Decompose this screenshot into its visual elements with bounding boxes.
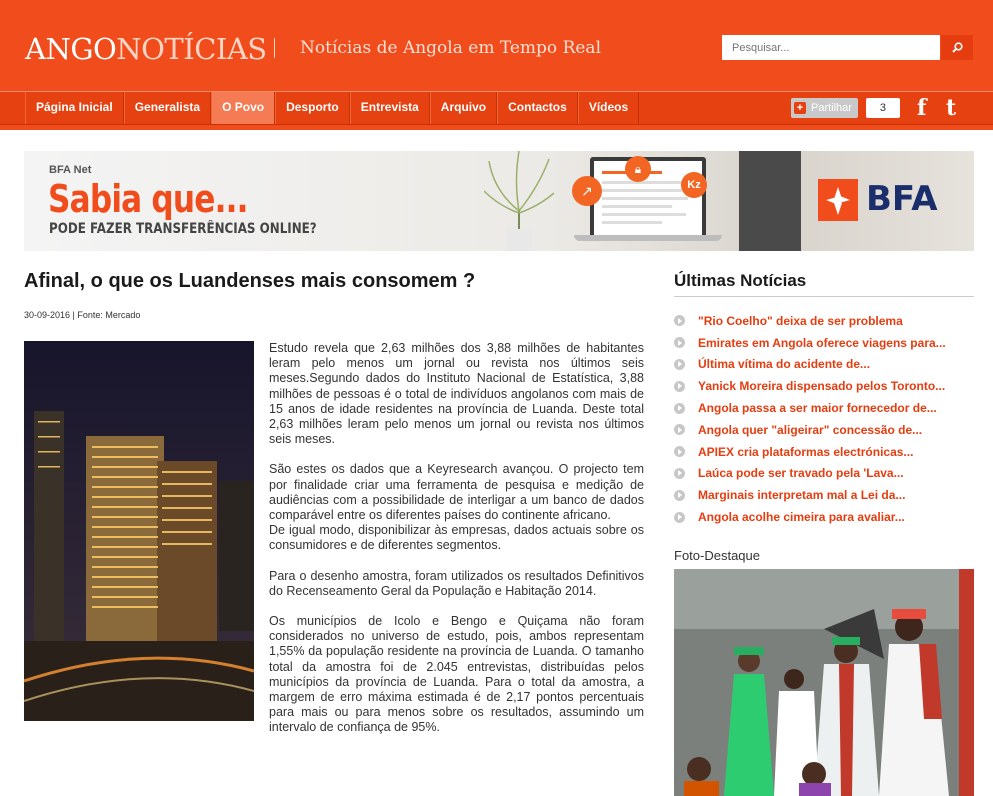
news-link[interactable]: Angola acolhe cimeira para avaliar... — [698, 510, 905, 525]
play-bullet-icon — [674, 315, 685, 326]
main-nav-bar — [0, 91, 993, 125]
nav-item-contactos[interactable]: Contactos — [497, 92, 578, 124]
banner-subline: PODE FAZER TRANSFERÊNCIAS ONLINE? — [49, 221, 317, 237]
plus-icon: + — [794, 102, 806, 114]
share-label: Partilhar — [811, 102, 852, 114]
search-button[interactable] — [941, 35, 973, 60]
article-paragraph-3: Para o desenho amostra, foram utilizados os resultados Definitivos do Recenseamento Geral da População e Habitação 2014. — [269, 568, 644, 598]
bfa-brand: BFA — [866, 179, 938, 219]
list-item[interactable] — [674, 506, 974, 528]
logo-bold: ANGO — [25, 32, 117, 66]
list-item[interactable] — [674, 310, 974, 332]
laptop-base — [574, 235, 722, 241]
twitter-icon[interactable]: t — [946, 95, 957, 121]
nav-item-o-povo[interactable]: O Povo — [211, 92, 275, 124]
article-paragraph-1: Estudo revela que 2,63 milhões dos 3,88 milhões de habitantes leram pelo menos um jornal ou revista nos últimos seis meses.Segundo dados do Instituto Nacional de Estatística, 3,88 milhões de pessoas é o total de indivíduos angolanos com mais de 15 anos de idade residentes na província de Luanda. Deste total 2,63 milhões leram pelo menos um jornal ou revista nos últimos seis meses. — [269, 341, 644, 447]
latest-news-title: Últimas Notícias — [674, 271, 807, 290]
list-item[interactable] — [674, 375, 974, 397]
nav-item-desporto[interactable]: Desporto — [275, 92, 350, 124]
site-tagline: Notícias de Angola em Tempo Real — [300, 38, 602, 58]
search-input[interactable] — [722, 35, 940, 60]
news-link[interactable]: Marginais interpretam mal a Lei da... — [698, 488, 906, 503]
share-count: 3 — [866, 98, 900, 118]
site-logo[interactable] — [25, 32, 267, 66]
share-button[interactable] — [791, 98, 858, 118]
plant-illustration — [484, 151, 554, 251]
play-bullet-icon — [674, 359, 685, 370]
shelf-decoration — [739, 151, 801, 251]
article-paragraph-2b: De igual modo, disponibilizar às empresas, dados actuais sobre os consumidores e de diferentes segmentos. — [269, 523, 644, 553]
banner-headline: Sabia que... — [48, 177, 248, 221]
featured-photo[interactable] — [674, 569, 974, 796]
list-item[interactable] — [674, 397, 974, 419]
article-meta: 30-09-2016 | Fonte: Mercado — [24, 310, 141, 320]
play-bullet-icon — [674, 446, 685, 457]
latest-news-divider — [674, 296, 974, 297]
article-paragraph-4: Os municípios de Icolo e Bengo e Quiçama não foram considerados no universo de estudo, pois, ambos representam 1,55% da população residente na província de Luanda. O tamanho total da amostra foi de 2.045 entrevistas, distribuídas pelos municípios da província de Luanda. Para o total da amostra, a margem de erro máxima estimada é de 2,17 pontos percentuais para mais ou para menos sobre os resultados, assumindo um intervalo de confiança de 95%. — [269, 614, 644, 735]
nav-item-arquivo[interactable]: Arquivo — [430, 92, 497, 124]
play-bullet-icon — [674, 337, 685, 348]
play-bullet-icon — [674, 424, 685, 435]
news-link[interactable]: Última vítima do acidente de... — [698, 357, 871, 372]
kz-badge: Kz — [681, 172, 707, 198]
play-bullet-icon — [674, 381, 685, 392]
news-link[interactable]: Laúca pode ser travado pela 'Lava... — [698, 466, 904, 481]
play-bullet-icon — [674, 468, 685, 479]
bfa-ad-banner[interactable] — [24, 151, 974, 251]
news-link[interactable]: Yanick Moreira dispensado pelos Toronto... — [698, 379, 946, 394]
featured-photo-title: Foto-Destaque — [674, 548, 760, 563]
site-header — [0, 0, 993, 130]
list-item[interactable] — [674, 354, 974, 376]
main-nav — [25, 92, 639, 124]
play-bullet-icon — [674, 403, 685, 414]
latest-news-list — [674, 310, 974, 528]
bfa-logo-icon — [818, 179, 858, 221]
list-item[interactable] — [674, 441, 974, 463]
nav-item-generalista[interactable]: Generalista — [124, 92, 211, 124]
news-link[interactable]: Angola passa a ser maior fornecedor de... — [698, 401, 937, 416]
news-link[interactable]: "Rio Coelho" deixa de ser problema — [698, 313, 903, 328]
list-item[interactable] — [674, 484, 974, 506]
header-separator — [274, 38, 275, 58]
news-link[interactable]: Emirates em Angola oferece viagens para... — [698, 335, 946, 350]
lock-icon: 🔒︎ — [625, 156, 651, 182]
news-link[interactable]: Angola quer "aligeirar" concessão de... — [698, 422, 923, 437]
facebook-icon[interactable]: f — [917, 95, 927, 121]
banner-small-text: BFA Net — [49, 164, 92, 176]
logo-light: NOTÍCIAS — [116, 32, 267, 66]
magnifier-icon — [952, 42, 963, 53]
article-paragraph-2: São estes os dados que a Keyresearch avançou. O projecto tem por finalidade criar uma ferramenta de pesquisa e medição de audiências com a possibilidade de interligar a um banco de dados comparável entre os diferentes países do continente africano. — [269, 462, 644, 523]
nav-item-entrevista[interactable]: Entrevista — [350, 92, 430, 124]
list-item[interactable] — [674, 419, 974, 441]
nav-item-videos[interactable]: Vídeos — [578, 92, 639, 124]
play-bullet-icon — [674, 490, 685, 501]
nav-item-pagina-inicial[interactable]: Página Inicial — [25, 92, 124, 124]
news-link[interactable]: APIEX cria plataformas electrónicas... — [698, 444, 914, 459]
list-item[interactable] — [674, 463, 974, 485]
list-item[interactable] — [674, 332, 974, 354]
article-body — [24, 341, 644, 751]
article-title: Afinal, o que os Luandenses mais consomem ? — [24, 270, 476, 292]
share-widget — [791, 98, 900, 118]
play-bullet-icon — [674, 512, 685, 523]
transfer-arrow-icon: ↗ — [572, 176, 602, 206]
